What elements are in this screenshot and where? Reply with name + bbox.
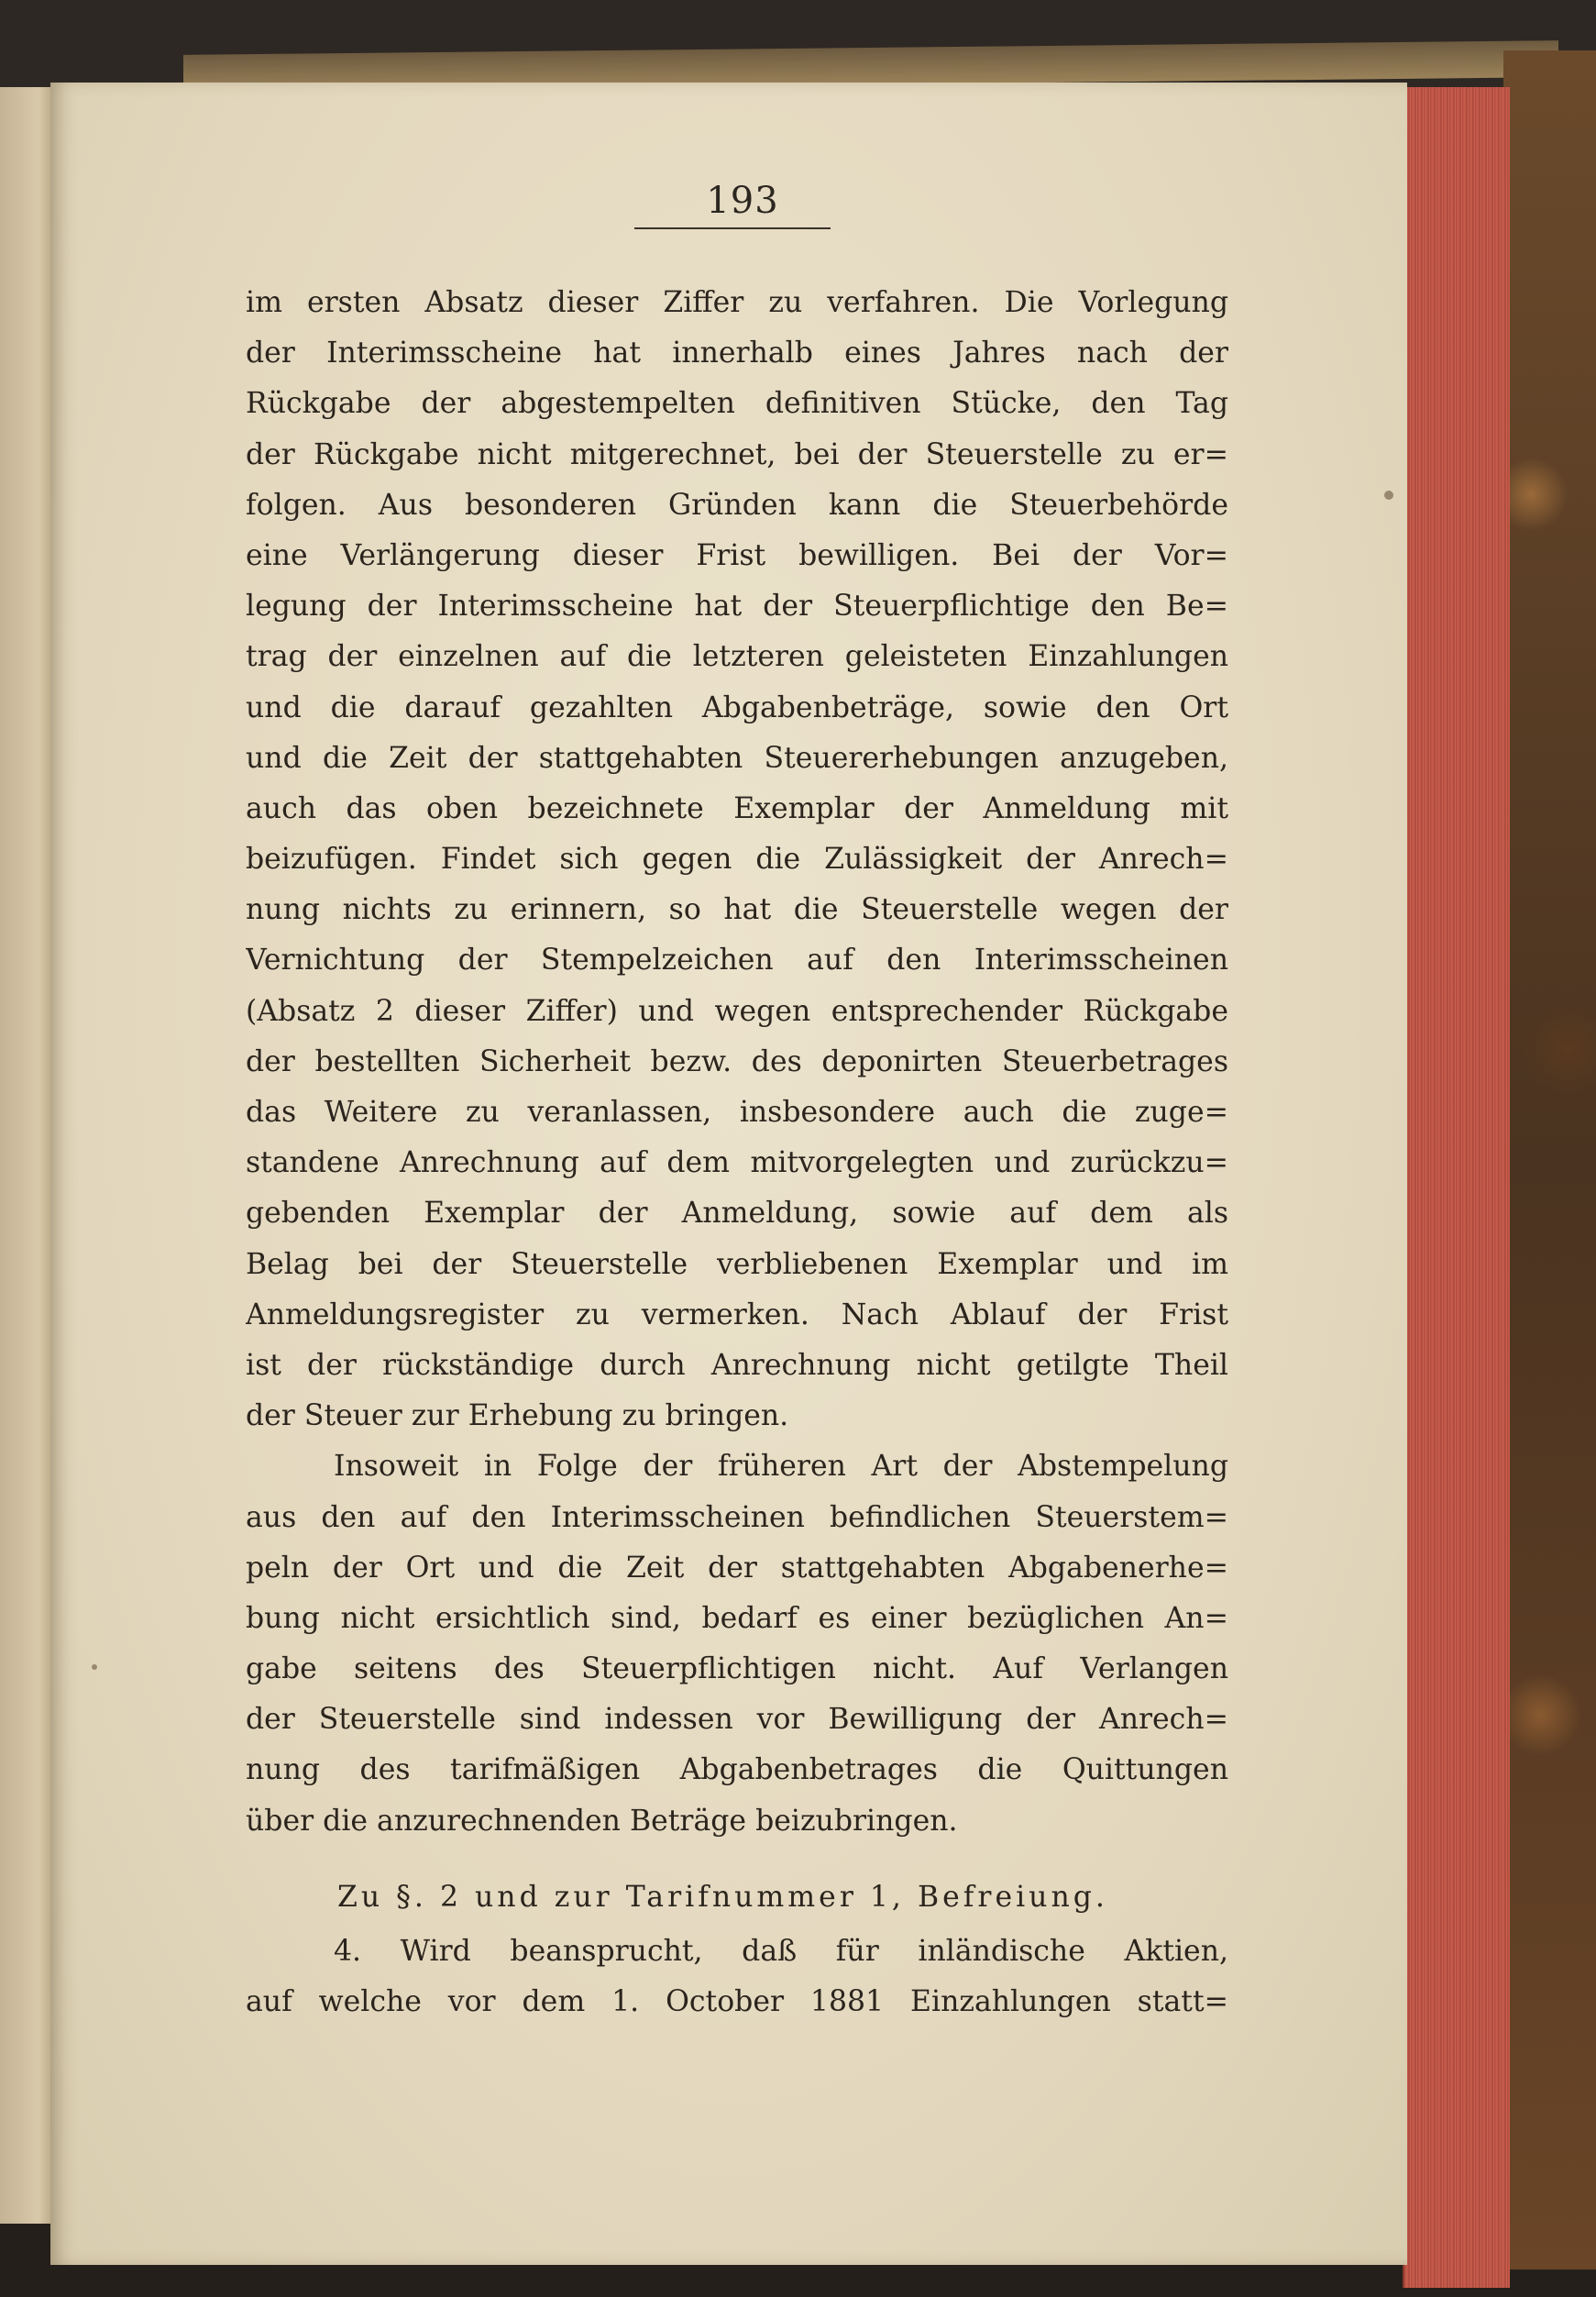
text-line: über die anzurechnenden Beträge beizubringen. bbox=[246, 1804, 958, 1838]
text-line: eine Verlängerung dieser Frist bewilligen. Bei der Vor= bbox=[246, 538, 1228, 572]
page-block-edges bbox=[1403, 87, 1510, 2288]
text-line: 4. Wird beansprucht, daß für inländische Aktien, bbox=[334, 1935, 1228, 1968]
text-line: gabe seitens des Steuerpflichtigen nicht. Auf Verlangen bbox=[246, 1652, 1228, 1686]
text-line: der Interimsscheine hat innerhalb eines Jahres nach der bbox=[246, 337, 1228, 370]
body-text bbox=[246, 278, 1228, 2027]
text-line: auch das oben bezeichnete Exemplar der Anmeldung mit bbox=[246, 791, 1228, 825]
text-line: gebenden Exemplar der Anmeldung, sowie auf dem als bbox=[246, 1197, 1228, 1231]
text-line: der Rückgabe nicht mitgerechnet, bei der Steuerstelle zu er= bbox=[246, 437, 1228, 471]
text-line: ist der rückständige durch Anrechnung nicht getilgte Theil bbox=[246, 1348, 1228, 1382]
book-cover-marbled bbox=[1503, 50, 1596, 2269]
text-line: das Weitere zu veranlassen, insbesondere auch die zuge= bbox=[246, 1096, 1228, 1129]
text-line: der bestellten Sicherheit bezw. des deponirten Steuerbetrages bbox=[246, 1044, 1228, 1078]
text-line: Insoweit in Folge der früheren Art der Abstempelung bbox=[334, 1450, 1228, 1484]
text-line: peln der Ort und die Zeit der stattgehabten Abgabenerhe= bbox=[246, 1551, 1228, 1585]
text-line: nung nichts zu erinnern, so hat die Steuerstelle wegen der bbox=[246, 893, 1228, 927]
text-line: der Steuerstelle sind indessen vor Bewilligung der Anrech= bbox=[246, 1703, 1228, 1737]
text-line: Anmeldungsregister zu vermerken. Nach Ablauf der Frist bbox=[246, 1298, 1228, 1331]
page-number: 193 bbox=[706, 180, 779, 222]
text-line: Vernichtung der Stempelzeichen auf den Interimsscheinen bbox=[246, 944, 1228, 977]
page-spot bbox=[1384, 491, 1393, 500]
text-line: Belag bei der Steuerstelle verbliebenen Exemplar und im bbox=[246, 1247, 1228, 1281]
text-line: und die darauf gezahlten Abgabenbeträge, sowie den Ort bbox=[246, 690, 1228, 724]
text-line: aus den auf den Interimsscheinen befindlichen Steuerstem= bbox=[246, 1500, 1228, 1534]
section-heading: Zu §. 2 und zur Tarifnummer 1, Befreiung. bbox=[337, 1880, 1108, 1914]
text-line: trag der einzelnen auf die letzteren geleisteten Einzahlungen bbox=[246, 640, 1228, 674]
text-line: und die Zeit der stattgehabten Steuererhebungen anzugeben, bbox=[246, 741, 1228, 775]
text-line: nung des tarifmäßigen Abgabenbetrages die Quittungen bbox=[246, 1753, 1228, 1787]
text-line: (Absatz 2 dieser Ziffer) und wegen entsprechender Rückgabe bbox=[246, 994, 1228, 1028]
page-number-rule bbox=[634, 227, 831, 229]
text-line: der Steuer zur Erhebung zu bringen. bbox=[246, 1399, 789, 1433]
text-line: standene Anrechnung auf dem mitvorgelegten und zurückzu= bbox=[246, 1146, 1228, 1180]
text-line: Rückgabe der abgestempelten definitiven Stücke, den Tag bbox=[246, 387, 1228, 421]
text-line: auf welche vor dem 1. October 1881 Einzahlungen statt= bbox=[246, 1985, 1228, 2019]
text-line: legung der Interimsscheine hat der Steuerpflichtige den Be= bbox=[246, 590, 1228, 624]
text-line: im ersten Absatz dieser Ziffer zu verfahren. Die Vorlegung bbox=[246, 286, 1228, 319]
text-line: beizufügen. Findet sich gegen die Zulässigkeit der Anrech= bbox=[246, 843, 1228, 877]
page-spot bbox=[92, 1664, 97, 1670]
text-line: bung nicht ersichtlich sind, bedarf es einer bezüglichen An= bbox=[246, 1601, 1228, 1635]
text-line: folgen. Aus besonderen Gründen kann die Steuerbehörde bbox=[246, 488, 1228, 522]
previous-page-edge bbox=[0, 87, 55, 2224]
